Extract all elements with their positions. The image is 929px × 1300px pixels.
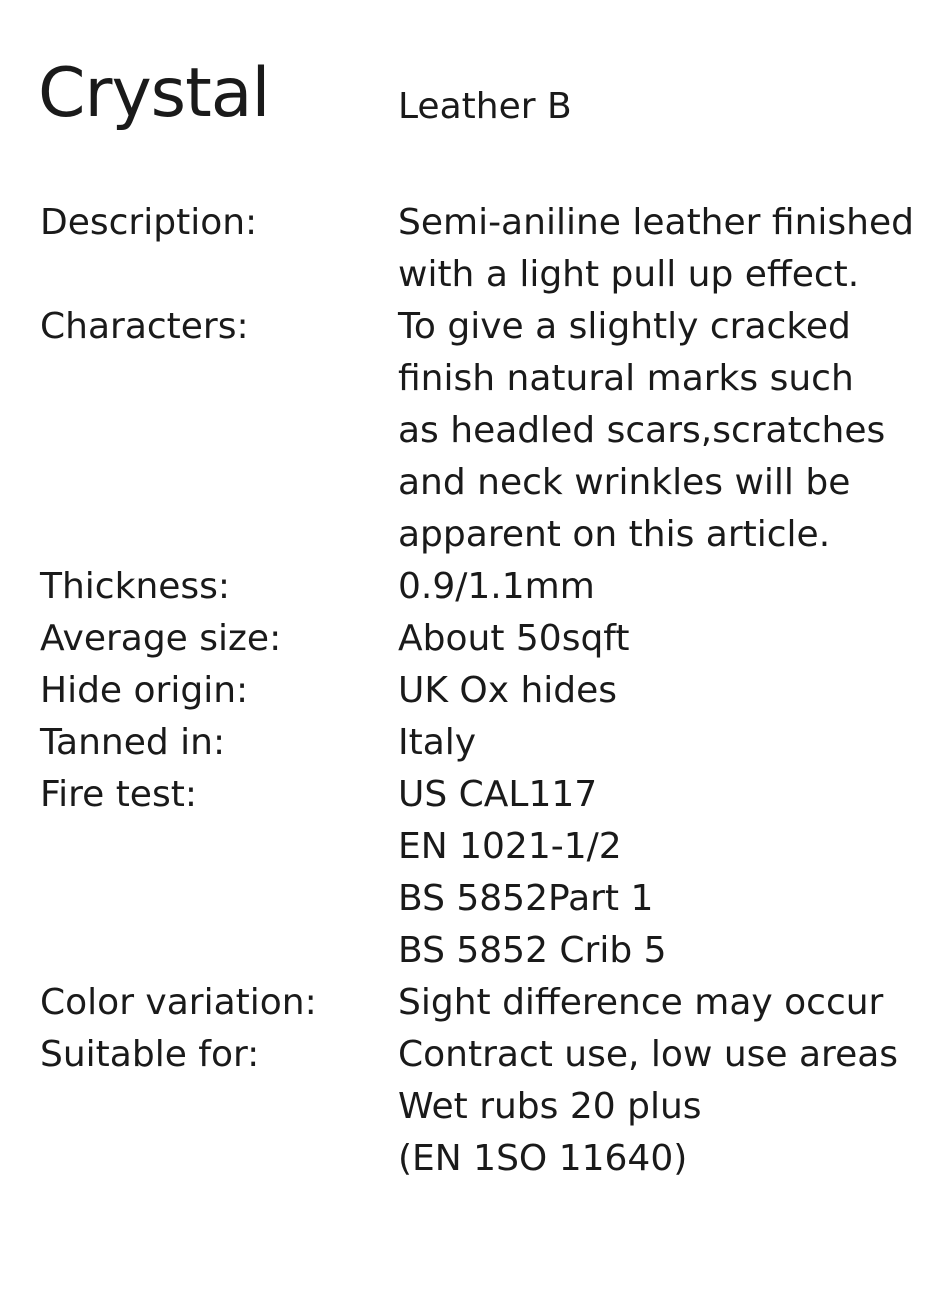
spec-row-thickness <box>40 561 920 613</box>
spec-value-average-size <box>398 613 920 665</box>
spec-value-line: UK Ox hides <box>398 670 618 711</box>
spec-label-color-variation: Color variation: <box>40 982 317 1023</box>
spec-row-suitable-for <box>40 1029 920 1185</box>
spec-value-fire-test <box>398 769 920 977</box>
spec-value-line: To give a slightly cracked <box>398 306 851 347</box>
spec-value-suitable-for <box>398 1029 920 1185</box>
spec-value-line: BS 5852Part 1 <box>398 878 654 919</box>
spec-value-thickness <box>398 561 920 613</box>
spec-label-average-size: Average size: <box>40 618 282 659</box>
spec-value-line: Semi-aniline leather finished <box>398 202 914 243</box>
spec-value-characters <box>398 301 920 561</box>
spec-value-line: US CAL117 <box>398 774 598 815</box>
spec-value-line: Sight difference may occur <box>398 982 884 1023</box>
spec-label-suitable-for: Suitable for: <box>40 1034 260 1075</box>
spec-value-line: as headled scars,scratches <box>398 410 886 451</box>
spec-value-line: finish natural marks such <box>398 358 854 399</box>
spec-value-description <box>398 197 920 301</box>
spec-label-description: Description: <box>40 202 258 243</box>
spec-value-line: Italy <box>398 722 477 763</box>
spec-row-characters <box>40 301 920 561</box>
spec-row-description <box>40 197 920 301</box>
spec-value-line: with a light pull up effect. <box>398 254 860 295</box>
product-subtitle: Leather B <box>398 86 572 127</box>
spec-value-line: EN 1021-1/2 <box>398 826 622 867</box>
spec-list <box>40 197 920 1185</box>
spec-value-line: Contract use, low use areas <box>398 1034 899 1075</box>
spec-value-line: About 50sqft <box>398 618 630 659</box>
spec-value-line: apparent on this article. <box>398 514 831 555</box>
spec-row-average-size <box>40 613 920 665</box>
spec-value-color-variation <box>398 977 920 1029</box>
spec-value-line: and neck wrinkles will be <box>398 462 851 503</box>
spec-value-line: Wet rubs 20 plus <box>398 1086 702 1127</box>
product-title: Crystal <box>38 54 270 133</box>
spec-value-line: BS 5852 Crib 5 <box>398 930 667 971</box>
spec-row-color-variation <box>40 977 920 1029</box>
spec-label-tanned-in: Tanned in: <box>40 722 226 763</box>
spec-label-characters: Characters: <box>40 306 249 347</box>
spec-label-fire-test: Fire test: <box>40 774 197 815</box>
spec-label-hide-origin: Hide origin: <box>40 670 249 711</box>
spec-value-hide-origin <box>398 665 920 717</box>
spec-row-fire-test <box>40 769 920 977</box>
spec-row-tanned-in <box>40 717 920 769</box>
spec-row-hide-origin <box>40 665 920 717</box>
spec-value-tanned-in <box>398 717 920 769</box>
spec-value-line: (EN 1SO 11640) <box>398 1138 688 1179</box>
spec-value-line: 0.9/1.1mm <box>398 566 595 607</box>
spec-label-thickness: Thickness: <box>40 566 231 607</box>
